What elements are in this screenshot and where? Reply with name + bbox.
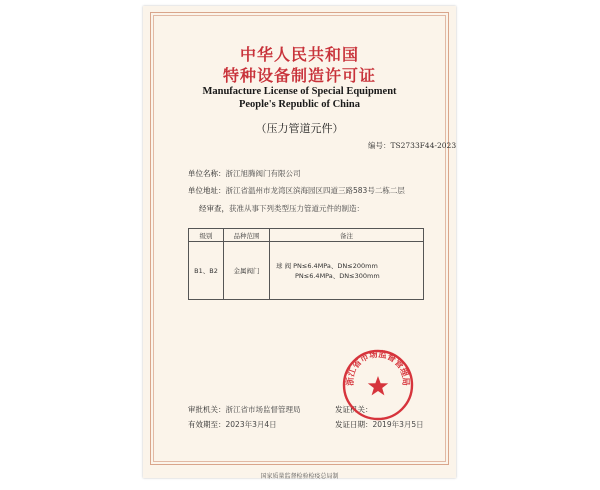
license-category: （压力管道元件） <box>255 122 344 135</box>
validity-label: 有效期至： <box>188 420 226 429</box>
header-level: 级别 <box>189 229 224 242</box>
validity-field <box>188 419 277 430</box>
company-address-value: 浙江省温州市龙湾区滨海园区四道三路583号二栋二层 <box>225 186 405 195</box>
table-header-row <box>189 229 424 242</box>
approval-org-label: 审批机关： <box>188 405 226 414</box>
approval-org-value: 浙江省市场监督管理局 <box>225 405 301 414</box>
seal-text: 浙江省市场监督管理局 <box>345 349 411 386</box>
remark-line-2: PN≤6.4MPa、DN≤300mm <box>295 271 380 280</box>
title-cn-line2: 特种设备制造许可证 <box>222 66 376 85</box>
license-scope-table <box>188 228 424 300</box>
table-row <box>189 242 424 300</box>
company-address-field <box>188 185 405 196</box>
title-cn-line1: 中华人民共和国 <box>239 45 359 64</box>
cell-remarks <box>270 242 424 300</box>
validity-value: 2023年3月4日 <box>225 420 277 429</box>
cell-level: B1、B2 <box>189 242 224 300</box>
footer-issuer: 国家质量监督检验检疫总局制 <box>260 473 339 480</box>
approval-org-field <box>188 404 301 415</box>
header-remarks: 备注 <box>270 229 424 242</box>
company-address-label: 单位地址： <box>188 186 226 195</box>
review-value: 获准从事下列类型压力管道元件的制造： <box>229 204 364 213</box>
license-number: 编号：TS2733F44-2023 <box>368 141 457 150</box>
remark-line-1: 球 阀 PN≤6.4MPa、DN≤200mm <box>276 261 378 270</box>
title-en-line2: People's Republic of China <box>238 99 361 110</box>
company-name-label: 单位名称： <box>188 169 226 178</box>
cell-variety: 金属阀门 <box>224 242 270 300</box>
company-name-field <box>188 168 301 179</box>
seal-star-icon <box>368 376 388 395</box>
official-seal <box>342 349 414 421</box>
issue-date-value: 2019年3月5日 <box>372 420 424 429</box>
title-en-line1: Manufacture License of Special Equipment <box>202 86 397 97</box>
review-statement <box>199 203 364 214</box>
issue-date-label: 发证日期： <box>335 420 373 429</box>
company-name-value: 浙江旭腾阀门有限公司 <box>225 169 301 178</box>
issuing-org-label: 发证机关： <box>335 405 373 414</box>
header-variety: 品种范围 <box>224 229 270 242</box>
review-label: 经审查， <box>199 204 229 213</box>
